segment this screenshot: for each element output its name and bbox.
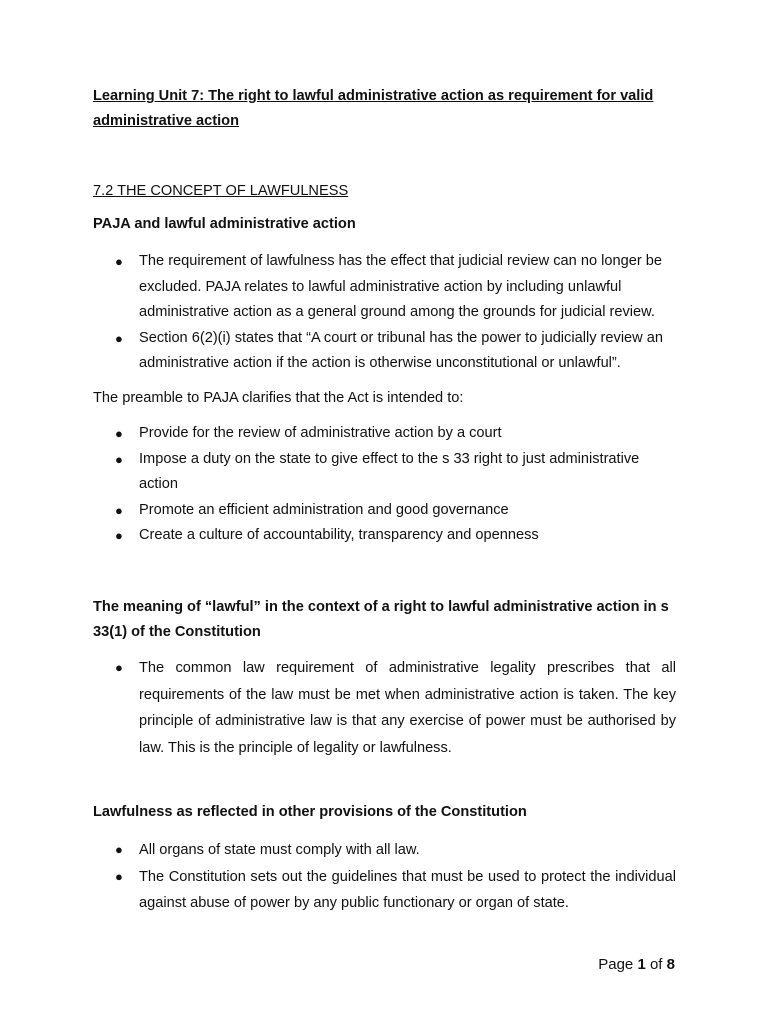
list-item: ● The common law requirement of administrative legality prescribes that all requirements of the law must be met when administrative action is taken. The key principle of administrative law is that any exercise of power must be authorised by law. This is the principle of legality or lawfulness. [93, 655, 676, 761]
paja-bullet-list [93, 249, 676, 377]
subheading-other-provisions: Lawfulness as reflected in other provisions of the Constitution [93, 804, 527, 820]
document-title: Learning Unit 7: The right to lawful administrative action as requirement for valid administrative action [93, 88, 654, 129]
list-item: ● Provide for the review of administrative action by a court [93, 421, 676, 447]
list-item: ● Promote an efficient administration and good governance [93, 498, 676, 524]
provisions-bullet-list [93, 837, 676, 917]
bullet-icon: ● [115, 502, 123, 518]
page-of-label: of [649, 956, 663, 973]
page-number [598, 954, 675, 976]
preamble-bullet-list [93, 421, 676, 549]
list-item: ● Impose a duty on the state to give effect to the s 33 right to just administrative action [93, 447, 676, 498]
list-item: ● All organs of state must comply with all law. [93, 837, 676, 864]
subheading-meaning-of-lawful: The meaning of “lawful” in the context of a right to lawful administrative action in s 33(1) of the Constitution [93, 599, 669, 640]
section-heading: 7.2 THE CONCEPT OF LAWFULNESS [93, 183, 349, 199]
preamble-intro: The preamble to PAJA clarifies that the Act is intended to: [93, 390, 464, 406]
meaning-bullet-list [93, 655, 676, 761]
subheading-paja: PAJA and lawful administrative action [93, 216, 356, 232]
bullet-icon: ● [115, 426, 123, 441]
list-item: ● The requirement of lawfulness has the effect that judicial review can no longer be excluded. PAJA relates to lawful administrative action by including unlawful administrative action as a general ground among the grounds for judicial review. [93, 249, 676, 326]
bullet-icon: ● [115, 254, 123, 269]
bullet-icon: ● [115, 528, 123, 543]
list-item: ● Create a culture of accountability, transparency and openness [93, 523, 676, 549]
list-item: ● Section 6(2)(i) states that “A court or tribunal has the power to judicially review an administrative action if the action is otherwise unconstitutional or unlawful”. [93, 326, 676, 377]
bullet-icon: ● [115, 842, 123, 857]
page-label: Page [598, 956, 634, 973]
page-current: 1 [637, 956, 646, 973]
bullet-icon: ● [115, 330, 123, 346]
bullet-icon: ● [115, 660, 123, 675]
list-item: ● The Constitution sets out the guidelines that must be used to protect the individual against abuse of power by any public functionary or organ of state. [93, 864, 676, 917]
page-total: 8 [666, 956, 675, 973]
bullet-icon: ● [115, 868, 123, 884]
bullet-icon: ● [115, 451, 123, 467]
